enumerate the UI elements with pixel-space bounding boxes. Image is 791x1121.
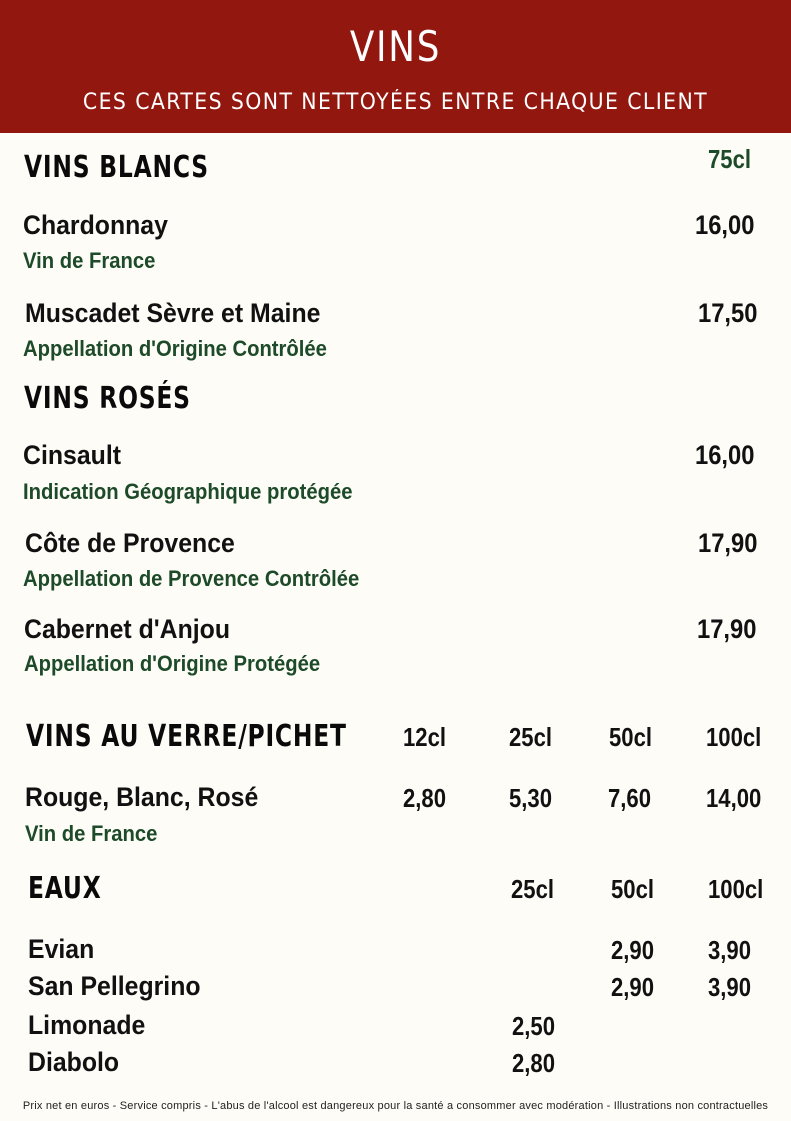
price-12cl: 2,80 xyxy=(403,783,447,813)
wine-name: Rouge, Blanc, Rosé xyxy=(25,782,259,812)
wine-name: Muscadet Sèvre et Maine xyxy=(25,298,321,328)
water-name: Limonade xyxy=(28,1010,146,1040)
water-name: Evian xyxy=(28,934,95,964)
wine-appellation: Indication Géographique protégée xyxy=(23,479,353,504)
price-50cl: 7,60 xyxy=(608,783,652,813)
wine-appellation: Vin de France xyxy=(25,821,158,846)
page-title: VINS xyxy=(349,22,442,71)
price-50cl: 2,90 xyxy=(611,935,655,965)
section-title-vins-blancs: VINS BLANCS xyxy=(24,150,209,185)
price-25cl: 5,30 xyxy=(509,783,553,813)
size-header-100cl: 100cl xyxy=(708,874,764,904)
wine-price: 17,50 xyxy=(698,298,758,328)
wine-appellation: Vin de France xyxy=(23,248,156,273)
wine-appellation: Appellation de Provence Contrôlée xyxy=(23,566,360,591)
wine-price: 17,90 xyxy=(698,528,758,558)
wine-appellation: Appellation d'Origine Protégée xyxy=(24,651,321,676)
wine-appellation: Appellation d'Origine Contrôlée xyxy=(23,336,327,361)
water-name: San Pellegrino xyxy=(28,971,201,1001)
price-50cl: 2,90 xyxy=(611,972,655,1002)
section-title-verre-pichet: VINS AU VERRE/PICHET xyxy=(26,719,347,754)
price-100cl: 3,90 xyxy=(708,972,752,1002)
wine-price: 17,90 xyxy=(697,614,757,644)
wine-name: Cabernet d'Anjou xyxy=(24,614,231,644)
price-100cl: 14,00 xyxy=(706,783,762,813)
wine-name: Cinsault xyxy=(23,440,121,470)
size-header-100cl: 100cl xyxy=(706,722,762,752)
section-title-eaux: EAUX xyxy=(28,871,102,906)
wine-name: Chardonnay xyxy=(23,210,168,240)
page-subtitle: CES CARTES SONT NETTOYÉES ENTRE CHAQUE CLIENT xyxy=(82,90,709,115)
water-name: Diabolo xyxy=(28,1047,120,1077)
size-header-75cl: 75cl xyxy=(708,144,752,174)
wine-name: Côte de Provence xyxy=(25,528,235,558)
price-100cl: 3,90 xyxy=(708,935,752,965)
price-25cl: 2,50 xyxy=(512,1011,556,1041)
size-header-50cl: 50cl xyxy=(611,874,655,904)
wine-price: 16,00 xyxy=(695,210,755,240)
wine-price: 16,00 xyxy=(695,440,755,470)
header-banner xyxy=(0,0,791,133)
footer-disclaimer: Prix net en euros - Service compris - L'abus de l'alcool est dangereux pour la santé a consommer avec modération - Illustrations non contractuelles xyxy=(22,1100,769,1112)
size-header-25cl: 25cl xyxy=(509,722,553,752)
price-25cl: 2,80 xyxy=(512,1048,556,1078)
size-header-25cl: 25cl xyxy=(511,874,555,904)
size-header-50cl: 50cl xyxy=(609,722,653,752)
size-header-12cl: 12cl xyxy=(403,722,447,752)
section-title-vins-roses: VINS ROSÉS xyxy=(24,381,191,416)
